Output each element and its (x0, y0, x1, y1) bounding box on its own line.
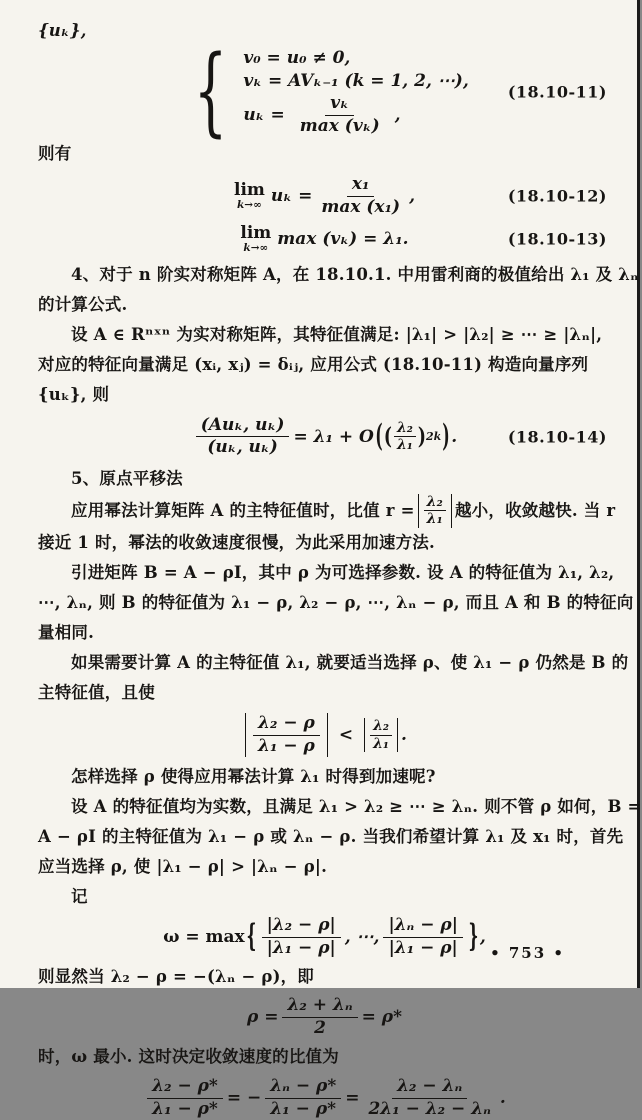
paragraph-5-line-3: {uₖ}, 则 (38, 384, 110, 404)
omega-max-formula: ω = max { $\frac{\text{|λ₂ − ρ|}}{\text{|λ₁ − ρ|}}$ , ⋯, $\frac{\text{|λₙ − ρ|}}{\text{|λ₁ − ρ|}}$ } , (163, 915, 486, 958)
paragraph-10-line-3: 应当选择 ρ, 使 |λ₁ − ρ| > |λₙ − ρ|. (38, 857, 328, 877)
paragraph-6-line-1: 应用幂法计算矩阵 A 的主特征值时，比值 r = $\frac{\text{λ₂}}{\text{λ₁}}$ 越小，收敛越快. 当 r (71, 493, 616, 528)
paragraph-4-line-1: 4、对于 n 阶实对称矩阵 A，在 18.10.1. 中用雷利商的极值给出 λ₁ 及 λₙ (71, 264, 639, 284)
paragraph-5-line-2: 对应的特征向量满足 (xᵢ, xⱼ) = δᵢⱼ, 应用公式 (18.10-11) 构造向量序列 (38, 354, 589, 374)
paragraph-7-line-1: 引进矩阵 B = A − ρI，其中 ρ 为可选择参数. 设 A 的特征值为 λ₁, λ₂, (71, 563, 615, 583)
then-we-have-text: 则有 (38, 144, 72, 164)
ratio-fraction: $\frac{\text{λ₂}}{\text{λ₁}}$ (424, 495, 446, 527)
denote-text: 记 (71, 887, 88, 907)
optimal-shift-formula: ρ = $\frac{\text{λ₂ + λₙ}}{2}$ = ρ* (247, 995, 402, 1038)
paragraph-10-line-1: 设 A 的特征值均为实数，且满足 λ₁ > λ₂ ≥ ⋯ ≥ λₙ. 则不管 ρ 如何，B = (71, 797, 642, 817)
ratio-fraction: $\frac{\text{λ₂}}{\text{λ₁}}$ (394, 421, 416, 453)
paragraph-12: 时，ω 最小. 这时决定收敛速度的比值为 (38, 1047, 339, 1067)
paragraph-8-line-1: 如果需要计算 A 的主特征值 λ₁, 就要适当选择 ρ、使 λ₁ − ρ 仍然是 B 的 (71, 653, 629, 673)
equation-18-10-13: lim k→∞ max (vₖ) = λ₁. (18.10-13) (240, 223, 607, 255)
convergence-ratio-formula: $\frac{\text{λ₂ − ρ*}}{\text{λ₁ − ρ*}}$ = − $\frac{\text{λₙ − ρ*}}{\text{λ₁ − ρ*}}$ = $\frac{\text{λ₂ − λₙ}}{\text{2λ₁ − λ₂ − λₙ}}$ . (38, 1077, 611, 1119)
inner-left-paren: ( (383, 423, 392, 451)
equation-number: (18.10-14) (507, 427, 607, 447)
system-line-1: v₀ = u₀ ≠ 0, (243, 48, 351, 68)
absolute-value (418, 494, 452, 528)
equation-number: (18.10-11) (507, 82, 607, 102)
paragraph-7-line-3: 量相同. (38, 623, 95, 643)
equation-number: (18.10-12) (507, 186, 607, 206)
page-number: • 753 • (490, 944, 565, 962)
paragraph-9: 怎样选择 ρ 使得应用幂法计算 λ₁ 时得到加速呢? (71, 767, 436, 787)
equation-18-10-11 (38, 35, 611, 148)
left-paren-delimiter: ( (375, 418, 383, 455)
inner-right-paren: ) (417, 423, 426, 451)
exponent: 2k (425, 430, 442, 444)
system-line-2: vₖ = AVₖ₋₁ (k = 1, 2, ⋯), (243, 71, 469, 91)
left-brace-delimiter: { (193, 35, 228, 148)
rayleigh-quotient-fraction: $\frac{\text{(Auₖ, uₖ)}}{\text{(uₖ, uₖ)}}$ (196, 416, 290, 458)
limit-operator: lim k→∞ (240, 223, 272, 255)
limit-operator: lim k→∞ (234, 179, 265, 211)
paragraph-10-line-2: A − ρI 的主特征值为 λ₁ − ρ 或 λₙ − ρ. 当我们希望计算 λ₁ 及 x₁ 时，首先 (38, 827, 624, 847)
shift-ratio-inequality: $\frac{\text{λ₂ − ρ}}{\text{λ₁ − ρ}}$ < $\frac{\text{λ₂}}{\text{λ₁}}$ . (38, 713, 611, 757)
equation-system (180, 35, 469, 148)
paragraph-6-line-2: 接近 1 时，幂法的收敛速度很慢，为此采用加速方法. (38, 533, 435, 553)
equation-18-10-14: $\frac{\text{(Auₖ, uₖ)}}{\text{(uₖ, uₖ)}}$ = λ₁ + O ( ( $\frac{\text{λ₂}}{\text{λ₁}}$ ) 2k ) . (18.10-14) (38, 416, 611, 458)
left-brace-delimiter: { (246, 919, 257, 956)
equation-number: (18.10-13) (507, 229, 607, 249)
right-brace-delimiter: } (468, 919, 479, 956)
uk-sequence-label: {uₖ}, (38, 21, 87, 40)
paragraph-7-line-2: ⋯, λₙ, 则 B 的特征值为 λ₁ − ρ, λ₂ − ρ, ⋯, λₙ − ρ, 而且 A 和 B 的特征向 (38, 593, 634, 613)
paragraph-5-line-1: 设 A ∈ Rⁿˣⁿ 为实对称矩阵，其特征值满足: |λ₁| > |λ₂| ≥ ⋯ ≥ |λₙ|, (71, 324, 603, 344)
absolute-value: $\frac{\text{λ₂}}{\text{λ₁}}$ (364, 718, 398, 752)
section-5-heading: 5、原点平移法 (71, 468, 183, 488)
fraction: $\frac{\text{x₁}}{\text{max (x₁)}}$ (321, 174, 401, 217)
fraction: $\frac{\text{vₖ}}{\text{max (vₖ)}}$ (299, 93, 380, 136)
right-paren-delimiter: ) (442, 418, 450, 455)
equation-18-10-12: lim k→∞ uₖ = $\frac{\text{x₁}}{\text{max (x₁)}}$ , (18.10-12) (234, 174, 607, 217)
system-line-3: uₖ = $\frac{\text{vₖ}}{\text{max (vₖ)}}$ , (243, 93, 401, 136)
absolute-value: $\frac{\text{λ₂ − ρ}}{\text{λ₁ − ρ}}$ (245, 713, 328, 757)
paragraph-4-line-2: 的计算公式. (38, 294, 128, 314)
paragraph-8-line-2: 主特征值，且使 (38, 683, 155, 703)
paragraph-11: 则显然当 λ₂ − ρ = −(λₙ − ρ)，即 (38, 967, 315, 987)
